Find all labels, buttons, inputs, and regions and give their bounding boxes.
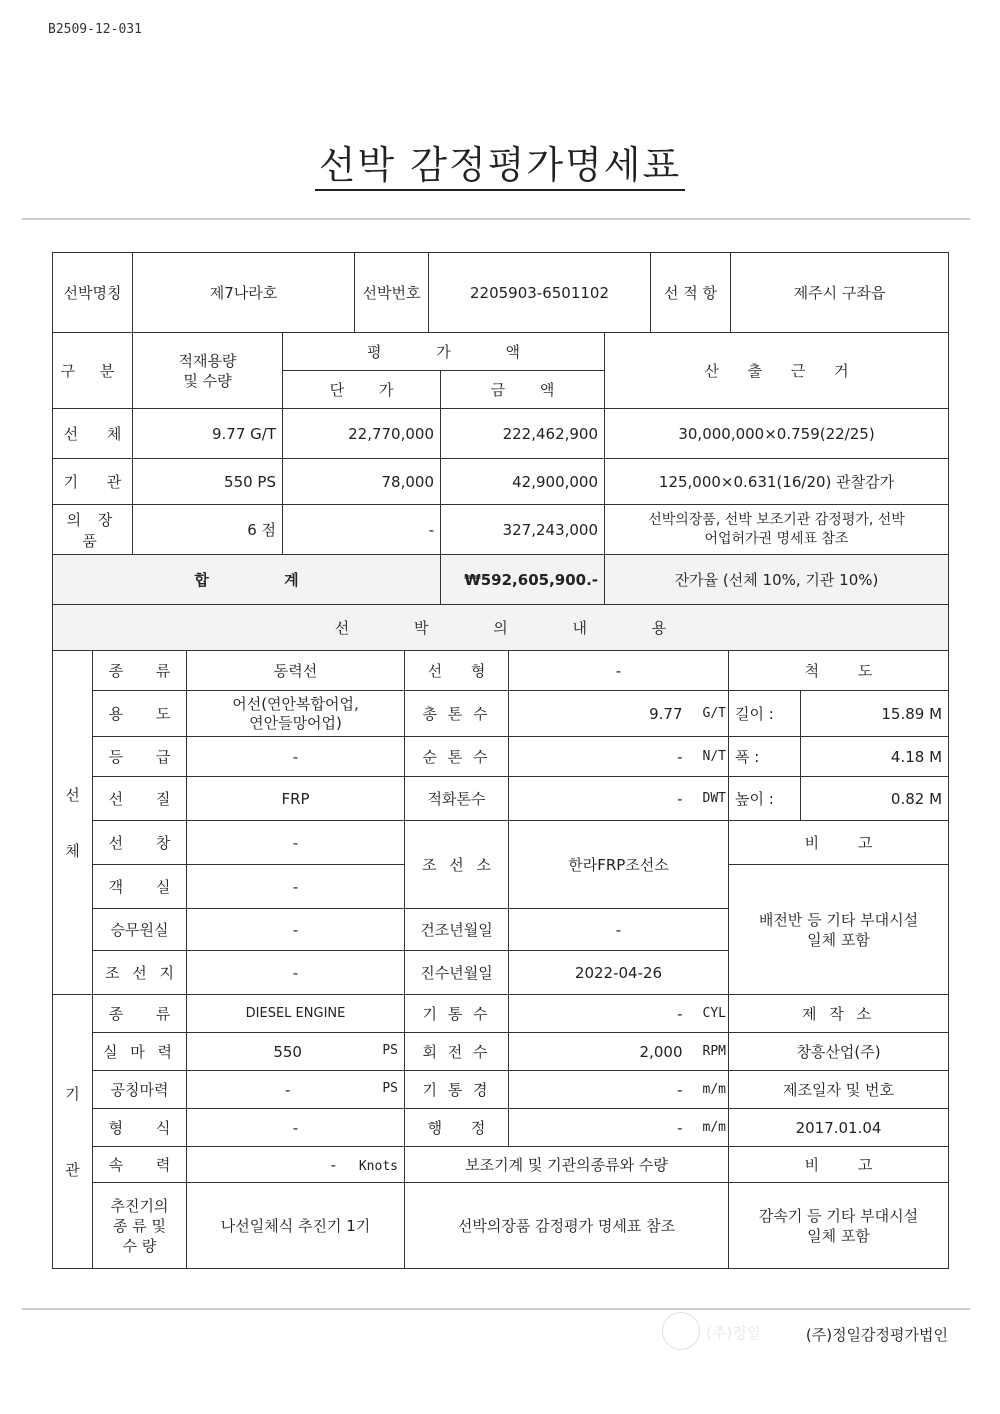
hull-type-label: 종 류 bbox=[93, 651, 187, 691]
shipyard-label: 조 선 소 bbox=[405, 821, 509, 909]
speed bbox=[187, 1147, 405, 1183]
company-seal-text: (주)정일 bbox=[706, 1324, 762, 1342]
hull-material: FRP bbox=[187, 777, 405, 821]
bore-unit: m/m bbox=[689, 1071, 729, 1109]
col-unit-price: 단 가 bbox=[283, 371, 441, 409]
bore-label: 기 통 경 bbox=[405, 1071, 509, 1109]
stroke-unit: m/m bbox=[689, 1109, 729, 1147]
propeller-label: 추진기의 종 류 및 수 량 bbox=[93, 1183, 187, 1269]
dwt-value: - bbox=[509, 777, 689, 821]
row-amount: 42,900,000 bbox=[441, 459, 605, 505]
row-unit-price: - bbox=[283, 505, 441, 555]
row-amount: 222,462,900 bbox=[441, 409, 605, 459]
port: 제주시 구좌읍 bbox=[731, 253, 949, 333]
width-label: 폭 : bbox=[729, 737, 801, 777]
col-category: 구 분 bbox=[53, 333, 133, 409]
model-label: 형 식 bbox=[93, 1109, 187, 1147]
hull-form-label: 선 형 bbox=[405, 651, 509, 691]
hold-value: - bbox=[187, 821, 405, 865]
hull-material-label: 선 질 bbox=[93, 777, 187, 821]
row-basis: 125,000×0.631(16/20) 관찰감가 bbox=[605, 459, 949, 505]
ship-name-label: 선박명칭 bbox=[53, 253, 133, 333]
hold-label: 선 창 bbox=[93, 821, 187, 865]
rpm-value: 2,000 bbox=[509, 1033, 689, 1071]
col-amount: 금 액 bbox=[441, 371, 605, 409]
model-value: - bbox=[187, 1109, 405, 1147]
col-capacity: 적재용량 및 수량 bbox=[133, 333, 283, 409]
total-label: 합 계 bbox=[53, 555, 441, 605]
crew-room-label: 승무원실 bbox=[93, 909, 187, 951]
maker-header: 제 작 소 bbox=[729, 995, 949, 1033]
maker-value: 창흥산업(주) bbox=[729, 1033, 949, 1071]
engine-section-label: 기 관 bbox=[53, 995, 93, 1269]
row-amount: 327,243,000 bbox=[441, 505, 605, 555]
rated-power-label: 공칭마력 bbox=[93, 1071, 187, 1109]
row-capacity: 9.77 G/T bbox=[133, 409, 283, 459]
ship-no-label: 선박번호 bbox=[355, 253, 429, 333]
valuation-table bbox=[52, 332, 949, 651]
company-seal-icon bbox=[662, 1312, 700, 1350]
actual-power-unit: PS bbox=[382, 1042, 398, 1058]
hull-form: - bbox=[509, 651, 729, 691]
engine-type: DIESEL ENGINE bbox=[187, 995, 405, 1033]
table-row bbox=[53, 459, 949, 505]
ship-header-table bbox=[52, 252, 949, 333]
cylinders-value: - bbox=[509, 995, 689, 1033]
hull-grade: - bbox=[187, 737, 405, 777]
rated-power bbox=[187, 1071, 405, 1109]
aux-machinery-label: 보조기계 및 기관의종류와 수량 bbox=[405, 1147, 729, 1183]
length-value: 15.89 M bbox=[801, 691, 949, 737]
total-note: 잔가율 (선체 10%, 기관 10%) bbox=[605, 555, 949, 605]
dimensions-header: 척 도 bbox=[729, 651, 949, 691]
top-divider bbox=[22, 218, 970, 220]
gross-tonnage-unit: G/T bbox=[689, 691, 729, 737]
length-label: 길이 : bbox=[729, 691, 801, 737]
rpm-label: 회 전 수 bbox=[405, 1033, 509, 1071]
width-value: 4.18 M bbox=[801, 737, 949, 777]
rated-power-value: - bbox=[284, 1080, 291, 1099]
date-header: 제조일자 및 번호 bbox=[729, 1071, 949, 1109]
engine-remark: 감속기 등 기타 부대시설 일체 포함 bbox=[729, 1183, 949, 1269]
net-tonnage-unit: N/T bbox=[689, 737, 729, 777]
ship-name: 제7나라호 bbox=[133, 253, 355, 333]
stroke-label: 행 정 bbox=[405, 1109, 509, 1147]
row-basis: 선박의장품, 선박 보조기관 감정평가, 선박 어업허가권 명세표 참조 bbox=[605, 505, 949, 555]
manufacture-date: 2017.01.04 bbox=[729, 1109, 949, 1147]
cylinders-unit: CYL bbox=[689, 995, 729, 1033]
build-place: - bbox=[187, 951, 405, 995]
net-tonnage: - bbox=[509, 737, 689, 777]
row-capacity: 550 PS bbox=[133, 459, 283, 505]
ship-no: 2205903-6501102 bbox=[429, 253, 651, 333]
dwt-label: 적화톤수 bbox=[405, 777, 509, 821]
row-basis: 30,000,000×0.759(22/25) bbox=[605, 409, 949, 459]
document-id: B2509-12-031 bbox=[48, 22, 142, 37]
page-title bbox=[0, 134, 1000, 189]
speed-unit: Knots bbox=[358, 1158, 398, 1174]
propeller-value: 나선일체식 추진기 1기 bbox=[187, 1183, 405, 1269]
hull-grade-label: 등 급 bbox=[93, 737, 187, 777]
dwt-unit: DWT bbox=[689, 777, 729, 821]
col-basis: 산 출 근 거 bbox=[605, 333, 949, 409]
hull-type: 동력선 bbox=[187, 651, 405, 691]
row-category: 의 장 품 bbox=[53, 505, 133, 555]
height-label: 높이 : bbox=[729, 777, 801, 821]
hull-remark-header: 비 고 bbox=[729, 821, 949, 865]
total-amount: ₩592,605,900.- bbox=[441, 555, 605, 605]
net-tonnage-label: 순 톤 수 bbox=[405, 737, 509, 777]
gross-tonnage: 9.77 bbox=[509, 691, 689, 737]
port-label: 선 적 항 bbox=[651, 253, 731, 333]
speed-value: - bbox=[330, 1155, 337, 1174]
cylinders-label: 기 통 수 bbox=[405, 995, 509, 1033]
stroke-value: - bbox=[509, 1109, 689, 1147]
col-value: 평 가 액 bbox=[283, 333, 605, 371]
gross-tonnage-label: 총 톤 수 bbox=[405, 691, 509, 737]
bottom-divider bbox=[22, 1308, 970, 1310]
hull-use-label: 용 도 bbox=[93, 691, 187, 737]
details-table bbox=[52, 650, 949, 1269]
details-header: 선 박 의 내 용 bbox=[53, 605, 949, 651]
table-row bbox=[53, 505, 949, 555]
rpm-unit: RPM bbox=[689, 1033, 729, 1071]
rated-power-unit: PS bbox=[382, 1080, 398, 1096]
launch-date-label: 진수년월일 bbox=[405, 951, 509, 995]
hull-use: 어선(연안복합어업, 연안들망어업) bbox=[187, 691, 405, 737]
engine-type-label: 종 류 bbox=[93, 995, 187, 1033]
built-date: - bbox=[509, 909, 729, 951]
speed-label: 속 력 bbox=[93, 1147, 187, 1183]
shipyard-value: 한라FRP조선소 bbox=[509, 821, 729, 909]
crew-room-value: - bbox=[187, 909, 405, 951]
launch-date: 2022-04-26 bbox=[509, 951, 729, 995]
hull-remark: 배전반 등 기타 부대시설 일체 포함 bbox=[729, 865, 949, 995]
bore-value: - bbox=[509, 1071, 689, 1109]
engine-remark-header: 비 고 bbox=[729, 1147, 949, 1183]
actual-power bbox=[187, 1033, 405, 1071]
built-date-label: 건조년월일 bbox=[405, 909, 509, 951]
row-category: 기 관 bbox=[53, 459, 133, 505]
company-name: (주)정일감정평가법인 bbox=[805, 1326, 948, 1344]
row-capacity: 6 점 bbox=[133, 505, 283, 555]
height-value: 0.82 M bbox=[801, 777, 949, 821]
cabin-label: 객 실 bbox=[93, 865, 187, 909]
row-unit-price: 78,000 bbox=[283, 459, 441, 505]
row-unit-price: 22,770,000 bbox=[283, 409, 441, 459]
actual-power-value: 550 bbox=[273, 1042, 302, 1061]
cabin-value: - bbox=[187, 865, 405, 909]
table-row bbox=[53, 409, 949, 459]
hull-section-label: 선 체 bbox=[53, 651, 93, 995]
build-place-label: 조 선 지 bbox=[93, 951, 187, 995]
actual-power-label: 실 마 력 bbox=[93, 1033, 187, 1071]
aux-machinery-value: 선박의장품 감정평가 명세표 참조 bbox=[405, 1183, 729, 1269]
row-category: 선 체 bbox=[53, 409, 133, 459]
page-title-text: 선박 감정평가명세표 bbox=[315, 143, 685, 191]
